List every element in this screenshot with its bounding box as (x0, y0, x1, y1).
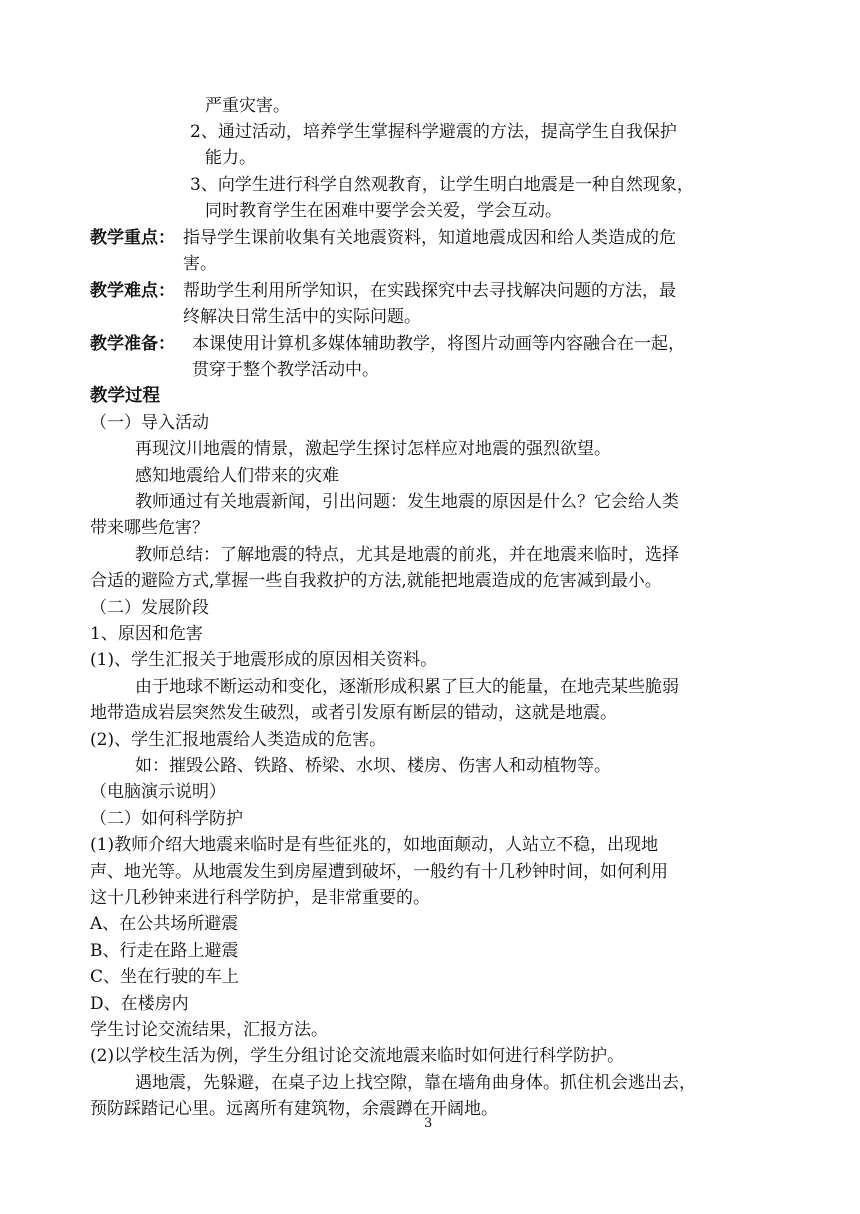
causes-item-1: (1)、学生汇报关于地震形成的原因相关资料。 (90, 650, 438, 670)
causes-item-1-text: 由于地球不断运动和变化，逐渐形成积累了巨大的能量，在地壳某些脆弱 (135, 677, 679, 697)
section-protection-heading: （二）如何科学防护 (90, 809, 243, 829)
causes-item-2: (2)、学生汇报地震给人类造成的危害。 (90, 730, 387, 750)
intro-paragraph-4: 教师总结：了解地震的特点，尤其是地震的前兆，并在地震来临时，选择 (135, 545, 679, 565)
preparation-label: 教学准备： (90, 334, 175, 354)
subsection-causes-heading: 1、原因和危害 (90, 624, 203, 644)
protection-item-1-line-3: 这十几秒钟来进行科学防护，是非常重要的。 (90, 888, 430, 908)
section-development-heading: （二）发展阶段 (90, 598, 209, 618)
protection-item-1-line-2: 声、地光等。从地震发生到房屋遭到破坏，一般约有十几秒钟时间，如何利用 (90, 862, 668, 882)
preparation-text: 本课使用计算机多媒体辅助教学，将图片动画等内容融合在一起， (192, 334, 685, 354)
protection-item-2-text: 遇地震，先躲避，在桌子边上找空隙，靠在墙角曲身体。抓住机会逃出去， (135, 1073, 696, 1093)
intro-paragraph-4-continuation: 合适的避险方式,掌握一些自我救护的方法,就能把地震造成的危害减到最小。 (90, 571, 662, 591)
key-point-text: 指导学生课前收集有关地震资料，知道地震成因和给人类造成的危 (183, 228, 676, 248)
computer-demo-note: （电脑演示说明） (90, 782, 226, 802)
option-d: D、在楼房内 (90, 994, 189, 1014)
key-point-text-continuation: 害。 (183, 254, 217, 274)
option-c: C、坐在行驶的车上 (90, 967, 240, 987)
protection-item-2: (2)以学校生活为例，学生分组讨论交流地震来临时如何进行科学防护。 (90, 1046, 625, 1066)
page-number: 3 (424, 1116, 433, 1131)
intro-paragraph-3: 教师通过有关地震新闻，引出问题：发生地震的原因是什么？它会给人类 (135, 492, 679, 512)
protection-item-1: (1)教师介绍大地震来临时是有些征兆的，如地面颠动，人站立不稳，出现地 (90, 835, 659, 855)
process-heading: 教学过程 (90, 386, 160, 406)
causes-item-1-text-continuation: 地带造成岩层突然发生破烈，或者引发原有断层的错动，这就是地震。 (90, 703, 617, 723)
objective-2: 2、通过活动，培养学生掌握科学避震的方法，提高学生自我保护 (190, 122, 677, 142)
intro-paragraph-1: 再现汶川地震的情景，激起学生探讨怎样应对地震的强烈欲望。 (135, 439, 611, 459)
objective-2-continuation: 能力。 (205, 148, 256, 168)
objective-1-continuation: 严重灾害。 (205, 96, 290, 116)
objective-3: 3、向学生进行科学自然观教育，让学生明白地震是一种自然现象， (190, 175, 694, 195)
intro-paragraph-2: 感知地震给人们带来的灾难 (135, 466, 339, 486)
section-intro-heading: （一）导入活动 (90, 413, 209, 433)
option-a: A、在公共场所避震 (90, 914, 239, 934)
difficulty-label: 教学难点： (90, 281, 175, 301)
causes-item-2-text: 如：摧毁公路、铁路、桥梁、水坝、楼房、伤害人和动植物等。 (135, 756, 611, 776)
key-point-label: 教学重点： (90, 228, 175, 248)
difficulty-text-continuation: 终解决日常生活中的实际问题。 (183, 307, 421, 327)
intro-paragraph-3-continuation: 带来哪些危害？ (90, 518, 209, 538)
discussion-line: 学生讨论交流结果，汇报方法。 (90, 1020, 328, 1040)
difficulty-text: 帮助学生利用所学知识，在实践探究中去寻找解决问题的方法，最 (183, 281, 676, 301)
protection-item-2-text-continuation: 预防踩踏记心里。远离所有建筑物，余震蹲在开阔地。 (90, 1099, 498, 1119)
preparation-text-continuation: 贯穿于整个教学活动中。 (192, 360, 379, 380)
objective-3-continuation: 同时教育学生在困难中要学会关爱，学会互动。 (205, 201, 562, 221)
option-b: B、行走在路上避震 (90, 941, 239, 961)
